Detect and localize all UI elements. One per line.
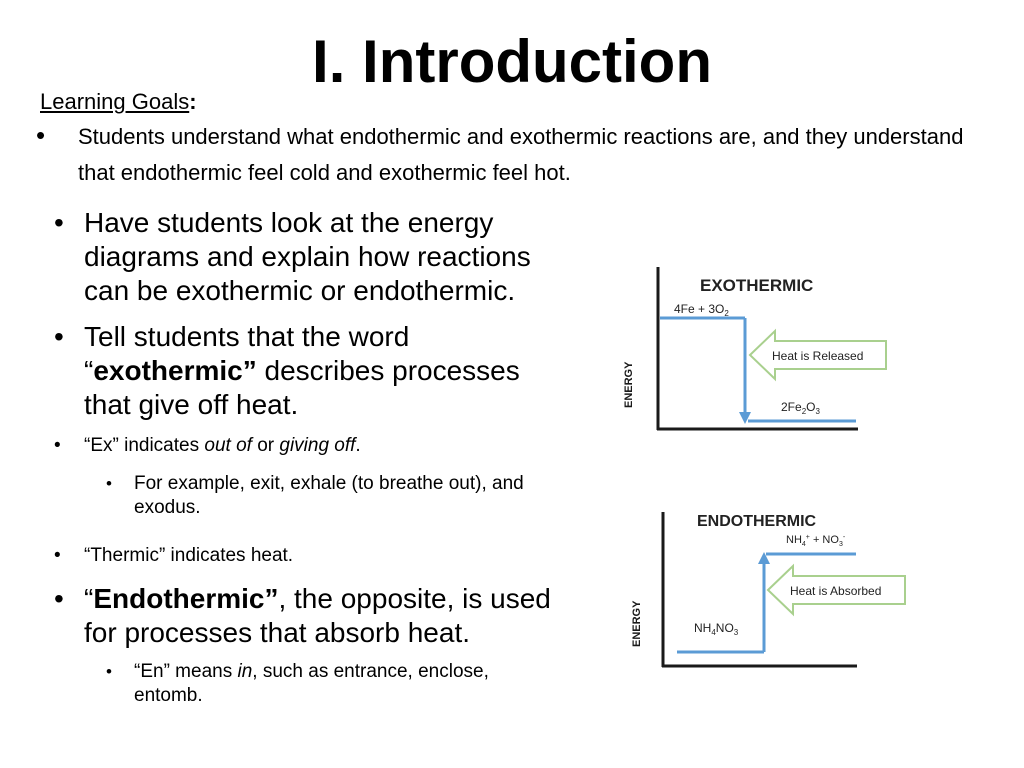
bullet-text: For example, exit, exhale (to breathe out), and exodus. [134, 473, 524, 518]
learning-goals-heading [40, 88, 197, 116]
bullet-text-pre: “Ex” indicates [84, 435, 205, 456]
bullet-text-pre: Tell students that the word “ [84, 321, 410, 386]
bullet-exothermic-word [54, 320, 554, 422]
bullet-thermic-meaning [54, 544, 554, 568]
energy-axis-label: ENERGY [631, 600, 643, 647]
bullet-text: “Thermic” indicates heat. [84, 545, 294, 566]
bullet-text-pre: “En” means [134, 661, 238, 682]
bullet-text-pre: “ [84, 583, 94, 614]
diagram-title: ENDOTHERMIC [697, 513, 817, 530]
learning-goals-label: Learning Goals [40, 89, 190, 114]
bullet-text-post: describes processes that give off heat. [84, 355, 520, 420]
giving-off-term: giving off [279, 435, 356, 456]
out-of-term: out of [204, 435, 252, 456]
reactant-label: $NH_4NO_3$ [694, 621, 739, 637]
bullet-endothermic-word [54, 582, 554, 650]
bullet-dot: • [54, 545, 61, 566]
heat-released-label: Heat is Released [772, 349, 864, 363]
learning-goal-bullet: • [36, 120, 46, 150]
bullet-dot: • [54, 435, 61, 456]
bullet-dot: • [106, 474, 112, 493]
exothermic-term: exothermic” [93, 355, 257, 386]
endothermic-term: Endothermic” [93, 583, 279, 614]
bullet-text-post: , the opposite, is used for processes that absorb heat. [84, 583, 551, 648]
product-label: $NH_4^+ + NO_3^-$ [786, 534, 846, 548]
bullet-dot: • [54, 583, 64, 614]
bullet-dot: • [54, 207, 64, 238]
endothermic-diagram [600, 500, 910, 680]
reactant-label: $4Fe + 3O_2$ [674, 302, 729, 318]
in-term: in [237, 661, 253, 682]
energy-axis-label: ENERGY [623, 361, 635, 408]
bullet-energy-diagrams [54, 206, 554, 308]
bullet-text-post: . [355, 435, 361, 456]
bullet-text-post: , such as entrance, enclose, entomb. [134, 661, 489, 706]
bullet-text-mid: or [251, 435, 280, 456]
page-title: I. Introduction [312, 28, 712, 95]
sub-bullet-en-examples [54, 660, 554, 708]
bullet-dot: • [106, 662, 112, 681]
product-label: $2Fe_2O_3$ [781, 400, 820, 416]
heat-absorbed-label: Heat is Absorbed [790, 584, 882, 598]
learning-goals-colon: : [189, 89, 197, 114]
diagram-title: EXOTHERMIC [700, 276, 814, 295]
bullet-list [54, 206, 554, 718]
bullet-dot: • [54, 321, 64, 352]
sub-bullet-ex-examples [54, 472, 554, 520]
learning-goal-text: Students understand what endothermic and exothermic reactions are, and they understand that endothermic feel cold and exothermic feel hot. [78, 124, 964, 185]
bullet-ex-meaning [54, 434, 554, 458]
bullet-text: Have students look at the energy diagrams and explain how reactions can be exothermic or endothermic. [84, 207, 531, 306]
exothermic-diagram [600, 255, 900, 445]
